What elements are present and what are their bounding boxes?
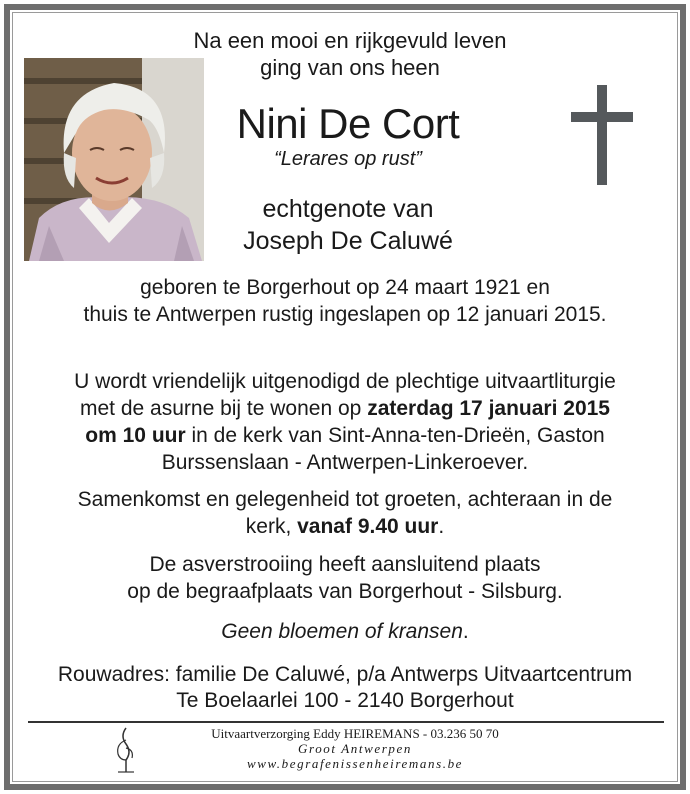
cross-icon [571, 85, 633, 185]
funeral-home-region: Groot Antwerpen [298, 741, 412, 756]
birth-line: geboren te Borgerhout op 24 maart 1921 en [140, 276, 550, 299]
gathering-line-2 [30, 513, 660, 540]
deceased-name: Nini De Cort [236, 100, 460, 147]
invitation-line-3 [30, 422, 660, 449]
spouse-name: Joseph De Caluwé [243, 227, 453, 255]
portrait-photo [24, 58, 204, 261]
funeral-home-name: Uitvaartverzorging Eddy HEIREMANS - 03.236 50 70 [211, 726, 499, 741]
invitation-line-3-text: in de kerk van Sint-Anna-ten-Drieën, Gaston [185, 424, 605, 447]
ashes-line-2: op de begraafplaats van Borgerhout - Silsburg. [127, 580, 563, 603]
funeral-home-website[interactable]: www.begrafenissenheiremans.be [246, 756, 464, 771]
no-flowers-note [30, 618, 660, 645]
funeral-date: zaterdag 17 januari 2015 [367, 397, 610, 420]
gathering-line-1: Samenkomst en gelegenheid tot groeten, achteraan in de [77, 488, 613, 511]
funeral-home-info [160, 726, 550, 771]
address-line-1: Rouwadres: familie De Caluwé, p/a Antwerps Uitvaartcentrum [57, 663, 633, 686]
deceased-occupation: “Lerares op rust” [274, 148, 422, 170]
invitation-line-2-text: met de asurne bij te wonen op [80, 397, 368, 420]
footer-divider [28, 721, 664, 723]
gathering-line-2-text: kerk, [245, 515, 298, 538]
death-line: thuis te Antwerpen rustig ingeslapen op 12 januari 2015. [83, 303, 607, 326]
ashes-scattering-info [30, 551, 660, 605]
address-line-2: Te Boelaarlei 100 - 2140 Borgerhout [176, 689, 514, 712]
invitation-line-2 [30, 395, 660, 422]
mourning-address [20, 662, 670, 714]
gathering-info [30, 486, 660, 540]
intro-line-2: ging van ons heen [260, 55, 440, 80]
no-flowers-text: Geen bloemen of kransen [221, 620, 463, 643]
intro-line-1: Na een mooi en rijkgevuld leven [193, 28, 507, 53]
funeral-home-logo-icon [110, 726, 142, 774]
portrait-image [24, 58, 204, 261]
funeral-time: om 10 uur [85, 424, 186, 447]
birth-death-dates [30, 274, 660, 328]
spouse-label: echtgenote van [262, 195, 434, 223]
gathering-period: . [438, 515, 445, 538]
gathering-time: vanaf 9.40 uur [297, 515, 439, 538]
ashes-line-1: De asverstrooiing heeft aansluitend plaats [149, 553, 541, 576]
invitation-line-1: U wordt vriendelijk uitgenodigd de plechtige uitvaartliturgie [74, 370, 616, 393]
funeral-invitation [30, 368, 660, 476]
no-flowers-period: . [462, 620, 469, 643]
invitation-line-4: Burssenslaan - Antwerpen-Linkeroever. [161, 451, 529, 474]
intro-text [180, 27, 520, 81]
